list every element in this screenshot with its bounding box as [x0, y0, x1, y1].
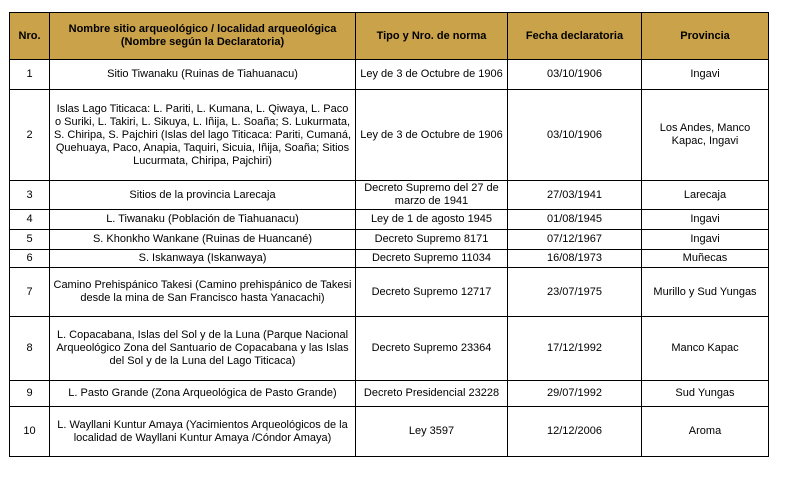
table-header-row — [10, 13, 769, 60]
cell-nro: 1 — [10, 60, 50, 90]
header-fecha: Fecha declaratoria — [508, 13, 642, 60]
cell-nombre: S. Iskanwaya (Iskanwaya) — [50, 250, 356, 268]
cell-nro: 9 — [10, 381, 50, 407]
cell-nro: 2 — [10, 90, 50, 181]
table-row — [10, 317, 769, 381]
cell-provincia: Manco Kapac — [642, 317, 769, 381]
header-provincia: Provincia — [642, 13, 769, 60]
table-row — [10, 407, 769, 457]
cell-provincia: Larecaja — [642, 181, 769, 210]
cell-nro: 7 — [10, 268, 50, 317]
cell-nombre: Camino Prehispánico Takesi (Camino prehispánico de Takesi desde la mina de San Francisco hasta Yanacachi) — [50, 268, 356, 317]
cell-provincia: Ingavi — [642, 60, 769, 90]
cell-provincia: Sud Yungas — [642, 381, 769, 407]
cell-nombre: L. Tiwanaku (Población de Tiahuanacu) — [50, 210, 356, 230]
cell-nombre: Sitios de la provincia Larecaja — [50, 181, 356, 210]
cell-tipo: Decreto Supremo 12717 — [356, 268, 508, 317]
cell-fecha: 16/08/1973 — [508, 250, 642, 268]
table-row — [10, 250, 769, 268]
cell-tipo: Decreto Supremo 23364 — [356, 317, 508, 381]
cell-fecha: 17/12/1992 — [508, 317, 642, 381]
table-row — [10, 210, 769, 230]
table-row — [10, 381, 769, 407]
cell-fecha: 27/03/1941 — [508, 181, 642, 210]
table-row — [10, 268, 769, 317]
header-nro: Nro. — [10, 13, 50, 60]
cell-tipo: Decreto Supremo 8171 — [356, 230, 508, 250]
cell-tipo: Decreto Supremo 11034 — [356, 250, 508, 268]
cell-nombre: L. Copacabana, Islas del Sol y de la Luna (Parque Nacional Arqueológico Zona del Santuario de Copacabana y las Islas del Sol y de la Luna del Lago Titicaca) — [50, 317, 356, 381]
cell-nro: 4 — [10, 210, 50, 230]
archaeological-sites-table — [9, 12, 769, 457]
table-row — [10, 90, 769, 181]
cell-nombre: S. Khonkho Wankane (Ruinas de Huancané) — [50, 230, 356, 250]
cell-provincia: Muñecas — [642, 250, 769, 268]
table-row — [10, 181, 769, 210]
archaeological-sites-table-container — [9, 12, 769, 457]
cell-nro: 8 — [10, 317, 50, 381]
cell-tipo: Ley de 3 de Octubre de 1906 — [356, 90, 508, 181]
cell-nro: 5 — [10, 230, 50, 250]
cell-provincia: Murillo y Sud Yungas — [642, 268, 769, 317]
cell-fecha: 03/10/1906 — [508, 60, 642, 90]
cell-nombre: L. Pasto Grande (Zona Arqueológica de Pasto Grande) — [50, 381, 356, 407]
cell-provincia: Aroma — [642, 407, 769, 457]
cell-nombre: Islas Lago Titicaca: L. Pariti, L. Kumana, L. Qiwaya, L. Paco o Suriki, L. Takiri, L. Sikuya, L. Iñija, L. Soaña; S. Lukurmata, S. Chiripa, S. Pajchiri (Islas del lago Titicaca: Pariti, Cumaná, Quehuaya, Paco, Anapia, Taquiri, Sicuia, Iñija, Soaña; Sitios Lucurmata, Chiripa, Pajchiri) — [50, 90, 356, 181]
cell-provincia: Ingavi — [642, 230, 769, 250]
cell-tipo: Ley de 1 de agosto 1945 — [356, 210, 508, 230]
cell-fecha: 12/12/2006 — [508, 407, 642, 457]
cell-nro: 10 — [10, 407, 50, 457]
cell-nro: 3 — [10, 181, 50, 210]
cell-tipo: Decreto Supremo del 27 de marzo de 1941 — [356, 181, 508, 210]
cell-tipo: Ley de 3 de Octubre de 1906 — [356, 60, 508, 90]
cell-provincia: Ingavi — [642, 210, 769, 230]
cell-nombre: Sitio Tiwanaku (Ruinas de Tiahuanacu) — [50, 60, 356, 90]
cell-tipo: Decreto Presidencial 23228 — [356, 381, 508, 407]
cell-fecha: 03/10/1906 — [508, 90, 642, 181]
cell-tipo: Ley 3597 — [356, 407, 508, 457]
table-row — [10, 230, 769, 250]
cell-nombre: L. Wayllani Kuntur Amaya (Yacimientos Arqueológicos de la localidad de Wayllani Kuntur Amaya /Cóndor Amaya) — [50, 407, 356, 457]
cell-fecha: 07/12/1967 — [508, 230, 642, 250]
cell-fecha: 23/07/1975 — [508, 268, 642, 317]
cell-fecha: 29/07/1992 — [508, 381, 642, 407]
cell-provincia: Los Andes, Manco Kapac, Ingavi — [642, 90, 769, 181]
cell-fecha: 01/08/1945 — [508, 210, 642, 230]
cell-nro: 6 — [10, 250, 50, 268]
table-row — [10, 60, 769, 90]
header-tipo: Tipo y Nro. de norma — [356, 13, 508, 60]
header-nombre: Nombre sitio arqueológico / localidad arqueológica (Nombre según la Declaratoria) — [50, 13, 356, 60]
